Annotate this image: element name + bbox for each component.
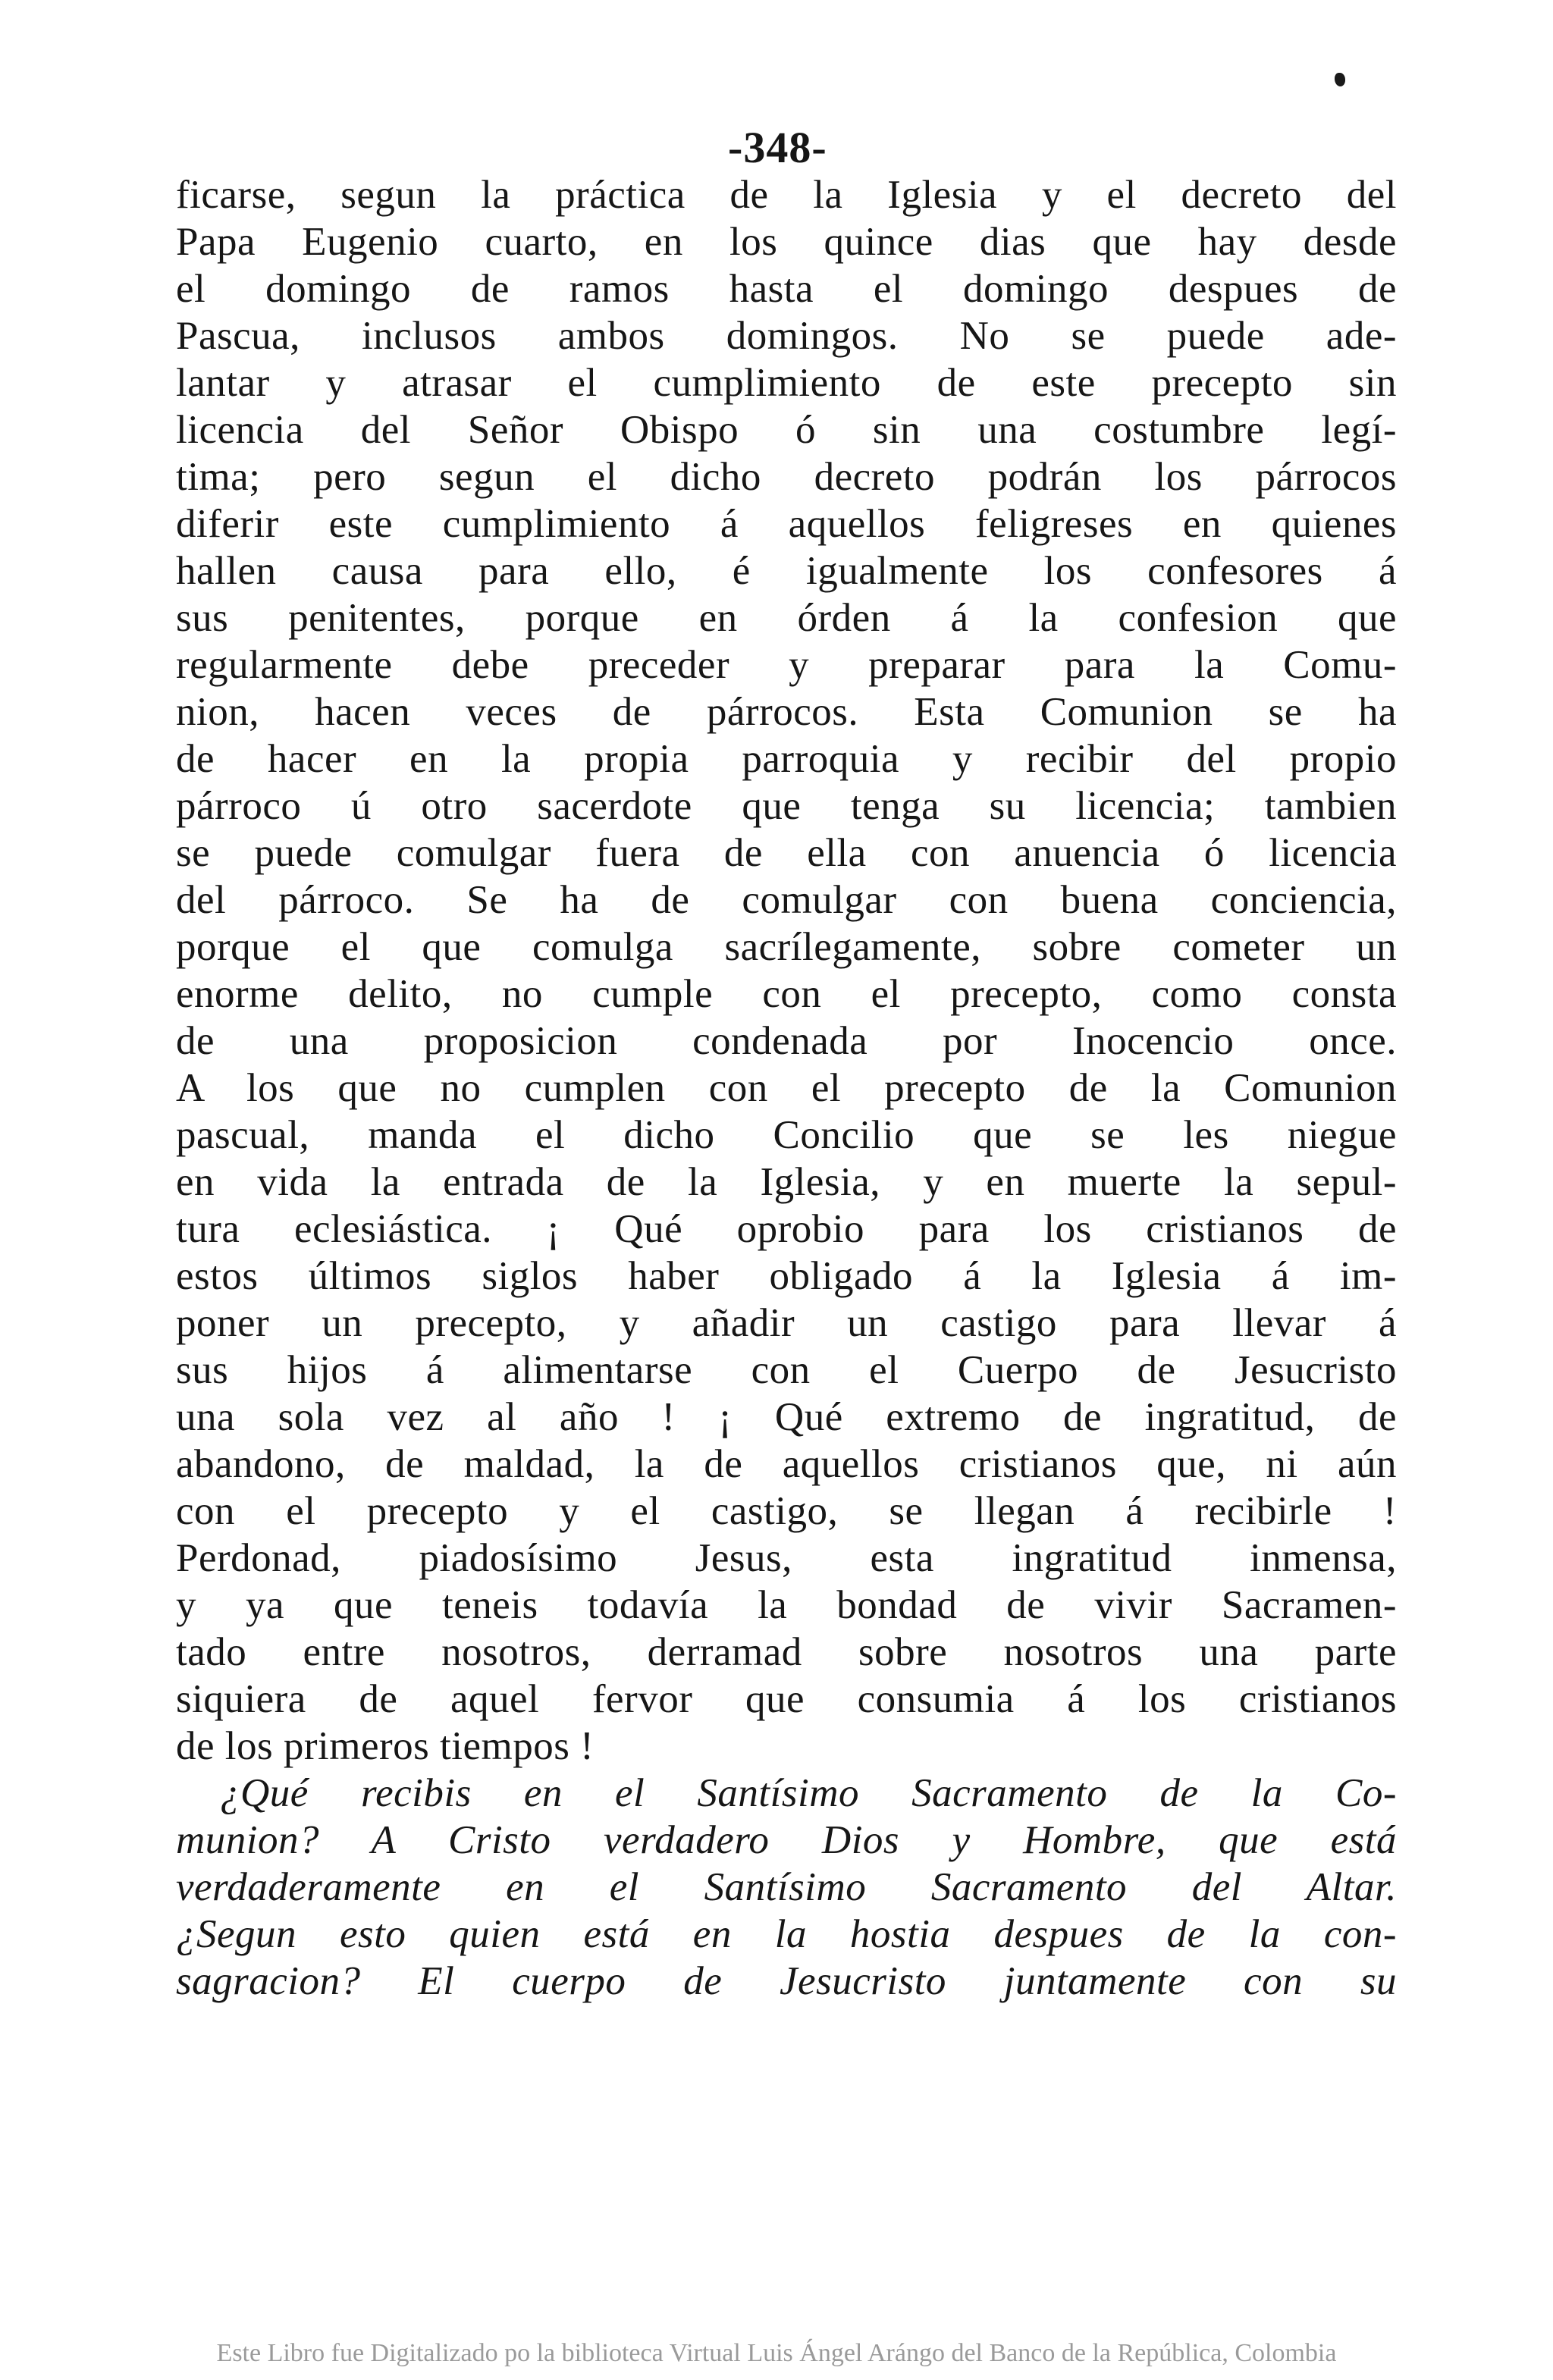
digitization-footer: Este Libro fue Digitalizado po la biblioteca Virtual Luis Ángel Arángo del Banco de la República, Colombia xyxy=(216,2339,1337,2367)
text-line: enorme delito, no cumple con el precepto, como consta xyxy=(176,972,1397,1016)
question-line: verdaderamente en el Santísimo Sacramento del Altar. xyxy=(176,1865,1397,1909)
text-line: el domingo de ramos hasta el domingo despues de xyxy=(176,267,1397,311)
text-line: se puede comulgar fuera de ella con anuencia ó licencia xyxy=(176,831,1397,875)
question-line: munion? A Cristo verdadero Dios y Hombre, que está xyxy=(176,1818,1397,1862)
text-line: sus penitentes, porque en órden á la confesion que xyxy=(176,596,1397,640)
text-line: de los primeros tiempos ! xyxy=(176,1724,595,1768)
text-line: tura eclesiástica. ¡ Qué oprobio para los cristianos de xyxy=(176,1207,1397,1251)
text-line: pascual, manda el dicho Concilio que se les niegue xyxy=(176,1113,1397,1157)
text-line: tima; pero segun el dicho decreto podrán los párrocos xyxy=(176,455,1397,499)
text-line: A los que no cumplen con el precepto de la Comunion xyxy=(176,1066,1397,1110)
text-line: porque el que comulga sacrílegamente, sobre cometer un xyxy=(176,925,1397,969)
text-line: Papa Eugenio cuarto, en los quince dias que hay desde xyxy=(176,220,1397,264)
text-line: una sola vez al año ! ¡ Qué extremo de ingratitud, de xyxy=(176,1395,1397,1439)
text-line: de hacer en la propia parroquia y recibir del propio xyxy=(176,737,1397,781)
text-line: estos últimos siglos haber obligado á la Iglesia á im- xyxy=(176,1254,1397,1298)
body-text xyxy=(176,171,1397,2005)
text-line: en vida la entrada de la Iglesia, y en muerte la sepul- xyxy=(176,1160,1397,1204)
text-line: párroco ú otro sacerdote que tenga su licencia; tambien xyxy=(176,784,1397,828)
text-line: licencia del Señor Obispo ó sin una costumbre legí- xyxy=(176,408,1397,452)
text-line: del párroco. Se ha de comulgar con buena conciencia, xyxy=(176,878,1397,922)
text-line: Pascua, inclusos ambos domingos. No se puede ade- xyxy=(176,314,1397,358)
text-line: tado entre nosotros, derramad sobre nosotros una parte xyxy=(176,1630,1397,1674)
text-line: sus hijos á alimentarse con el Cuerpo de Jesucristo xyxy=(176,1348,1397,1392)
text-line: de una proposicion condenada por Inocencio once. xyxy=(176,1019,1397,1063)
text-line: nion, hacen veces de párrocos. Esta Comunion se ha xyxy=(176,690,1397,734)
question-line: ¿Qué recibis en el Santísimo Sacramento de la Co- xyxy=(220,1771,1397,1815)
text-line: regularmente debe preceder y preparar para la Comu- xyxy=(176,643,1397,687)
text-line: lantar y atrasar el cumplimiento de este precepto sin xyxy=(176,361,1397,405)
question-line: sagracion? El cuerpo de Jesucristo juntamente con su xyxy=(176,1959,1397,2003)
text-line: abandono, de maldad, la de aquellos cristianos que, ni aún xyxy=(176,1442,1397,1486)
text-line: ficarse, segun la práctica de la Iglesia y el decreto del xyxy=(176,173,1397,217)
page-number: -348- xyxy=(728,123,827,172)
text-line: hallen causa para ello, é igualmente los confesores á xyxy=(176,549,1397,593)
text-line: siquiera de aquel fervor que consumia á los cristianos xyxy=(176,1677,1397,1721)
question-line: ¿Segun esto quien está en la hostia despues de la con- xyxy=(176,1912,1397,1956)
text-line: poner un precepto, y añadir un castigo para llevar á xyxy=(176,1301,1397,1345)
ink-speck xyxy=(1335,73,1345,86)
text-line: diferir este cumplimiento á aquellos feligreses en quienes xyxy=(176,502,1397,546)
text-line: y ya que teneis todavía la bondad de vivir Sacramen- xyxy=(176,1583,1397,1627)
text-line: Perdonad, piadosísimo Jesus, esta ingratitud inmensa, xyxy=(176,1536,1397,1580)
text-line: con el precepto y el castigo, se llegan á recibirle ! xyxy=(176,1489,1397,1533)
